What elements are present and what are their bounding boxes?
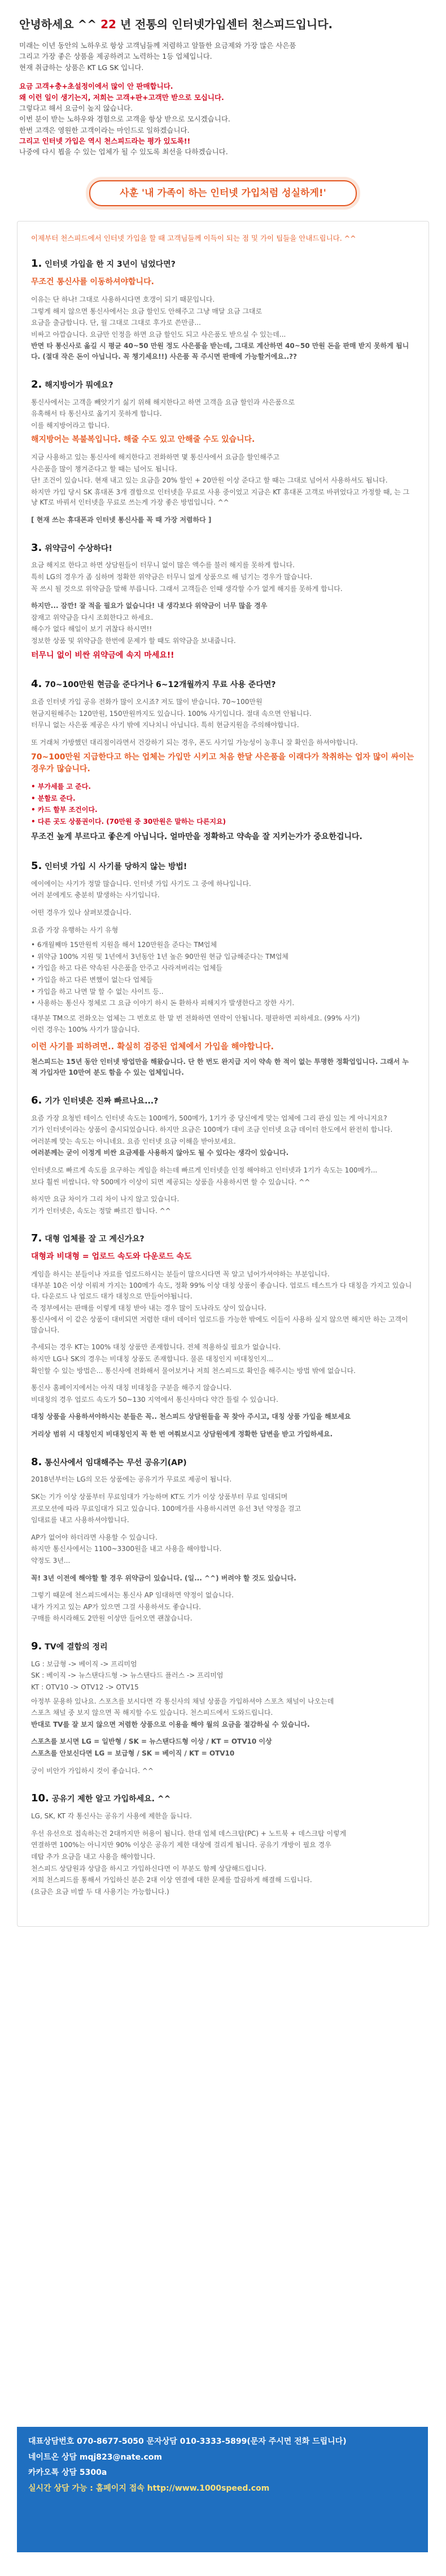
section-2 — [31, 377, 415, 525]
body-line: 특히 LG의 경우가 좀 심하며 정확한 위약금은 터무니 없게 상품으로 해 넘기는 경우가 많습니다. — [31, 573, 313, 581]
contact-kakaotalk[interactable]: 카카오톡 상담 5300a — [28, 2468, 107, 2478]
body-line: 대부분 10은 이상 이뤄져 가지는 100메가 속도, 정확 99% 이상 대칭 상품이 좋습니다. 업로드 테스트가 다 대칭을 가지고 있습니다. 다운로드 나 업로드 대가 대칭으로 만들어야됩니다. — [31, 1282, 412, 1301]
list-item: • 6개월째마 15만원씩 지원을 해서 120만원을 준다는 TM업체 — [31, 941, 217, 949]
body-line: 비싸고 아깝습니다. 요금만 인정을 하면 요금 할인도 되고 사은품도 받으실 수 있는데... — [31, 330, 286, 338]
body-line: 2018년부터는 LG의 모든 상품에는 공유기가 무료로 제공이 됩니다. — [31, 1475, 232, 1484]
list-item: • 가입을 하고 다른 약속된 사은품을 안주고 사라져버리는 업체들 — [31, 964, 222, 972]
body-line: 그렇게 해지 않으면 통신사에서는 요금 할인도 안해주고 그냥 매달 요금 그대로 — [31, 307, 263, 315]
warning-list — [31, 781, 415, 827]
body-line: 임대료를 내고 사용하셔야합니다. — [31, 1516, 129, 1524]
body-line: 대부분 TM으로 전화오는 업체는 그 번호로 한 말 번 전화하면 연락이 안됩니다. 평판하면 피하세요. (99% 사기) — [31, 1014, 360, 1022]
intro-line: 그리고 가장 좋은 상품을 제공하려고 노력하는 1등 업체입니다. — [19, 52, 212, 61]
intro-line: 그렇다고 해서 요금이 높지 않습니다. — [19, 103, 133, 112]
intro-line: 미래는 이년 동안의 노하우로 항상 고객님들께 저렴하고 알뜰한 요금제와 가장 많은 사은품 — [19, 41, 296, 50]
tv-tier-row: SK : 베이직 -> 뉴스탠다드형 -> 뉴스탠다드 플러스 -> 프리미엄 — [31, 1671, 224, 1680]
intro-line: 왜 이런 일이 생기는지, 저희는 고객+판+고객만 받으로 모십니다. — [19, 93, 224, 102]
body-line: 잠재고 위약금을 다시 조회한다고 하세요. — [31, 613, 154, 622]
intro-line: 그리고 인터넷 가입은 역시 천스피드라는 평가 있도록!! — [19, 137, 191, 145]
body-line: 단! 조건이 있습니다. 현재 내고 있는 요금을 20% 할인 + 20만원 이상 준다고 할 때는 그대로 넘어서 사용하셔도 됩니다. — [31, 476, 388, 485]
section-number: 1. — [31, 258, 42, 270]
section-title — [31, 676, 415, 692]
body-line: 여러 분에게도 충분히 발생하는 사기입니다. — [31, 891, 160, 900]
body-line: 이를 해지방어라고 합니다. — [31, 421, 110, 429]
section-number: 4. — [31, 678, 42, 690]
body-line: 우선 유선으로 접속하는건 2대까지만 허용이 됩니다. 한대 업체 데스크탑(PC) + 노트북 + 데스크탑 이렇게 — [31, 1829, 347, 1837]
body-line: 연결하면 100%는 아니지만 90% 이상은 공유기 제한 대상에 걸리게 됩니다. 공유기 개방이 필요 경우 — [31, 1841, 331, 1849]
section-subhead: 무조건 통신사를 이동하셔야합니다. — [31, 277, 154, 287]
body-line: 하지만 통신사에서는 1100~3300원을 내고 사용을 해야합니다. — [31, 1545, 222, 1553]
intro-title-suffix: 년 전통의 인터넷가입센터 천스피드입니다. — [120, 18, 333, 31]
body-line: 어떤 경우가 있나 살펴보겠습니다. — [31, 909, 132, 917]
tv-tier-row: LG : 보급형 -> 베이직 -> 프리미엄 — [31, 1660, 137, 1668]
section-title — [31, 377, 415, 393]
body-line: 내가 가지고 있는 AP가 있으면 그걸 사용하셔도 좋습니다. — [31, 1602, 201, 1611]
body-line: 여러분께 맞는 속도는 아니네요. 요즘 인터넷 요금 이해을 받아보세요. — [31, 1137, 236, 1145]
scam-list — [31, 940, 415, 1009]
section-subhead: 대형과 비대형 = 업로드 속도와 다운로드 속도 — [31, 1252, 192, 1262]
intro-line: 나중에 다시 뵙을 수 있는 업체가 될 수 있도록 최선을 다하겠습니다. — [19, 147, 228, 157]
list-item: • 위약금 100% 지원 및 1년에서 3년동안 1년 높은 90만원 현금 입금해준다는 TM업체 — [31, 952, 289, 961]
section-number: 6. — [31, 1094, 42, 1106]
body-line: 꼭 쓰시 될 것으로 위약금을 말해 부릅니다. 그래서 고객들은 인때 생각할 수가 없게 해지를 못하게 합니다. — [31, 584, 343, 593]
body-line: 약정도 3년... — [31, 1557, 71, 1565]
contact-phone[interactable]: 대표상담번호 070-8677-5050 문자상담 010-3333-5899(문자 주시면 전화 드립니다) — [28, 2437, 347, 2446]
body-line: 에이에이는 사기가 정말 많습니다. 인터넷 가입 사기도 그 중에 하나입니다. — [31, 879, 251, 888]
body-line: LG, SK, KT 각 통신사는 공유기 사용에 제한을 둡니다. — [31, 1812, 192, 1821]
section-number: 9. — [31, 1640, 42, 1652]
guide-lead: 이제부터 천스피드에서 인터넷 가입을 할 때 고객님들께 이득이 되는 점 및 가이 팁들을 안내드립니다. ^^ — [31, 234, 356, 243]
section-title — [31, 858, 415, 874]
list-item: • 분할로 준다. — [31, 794, 76, 802]
intro-line: 요금 고객+충+초설정이에서 많이 안 판매합니다. — [19, 82, 173, 91]
section-title — [31, 1093, 415, 1109]
section-title — [31, 1231, 415, 1246]
body-line: 보다 훨씬 비쌉니다. 약 500메가 이상이 되면 제공되는 상품을 사용하시면 할 수 있습니다. ^^ — [31, 1178, 311, 1186]
section-3 — [31, 540, 415, 662]
section-1 — [31, 256, 415, 362]
body-line: 인터넷으로 빠르게 속도를 요구하는 게임을 하는데 빠르게 인터넷을 인정 해야하고 인터넷과 1기가 속도는 100메가... — [31, 1166, 378, 1174]
sport-row: 스포츠를 안보신다면 LG = 보급형 / SK = 베이직 / KT = OTV10 — [31, 1749, 235, 1758]
highlight-text: 반면 타 통신사로 옮길 시 평균 40~50 만원 정도 사은품을 받는데, 그대로 계산하면 40~50 만원 돈을 판매 받지 못하게 됩니다. (절대 작은 돈이 아닙니다. 꼭 챙기세요!!) 사은품 꼭 주시면 판매에 가능할거에요..?? — [31, 342, 409, 361]
section-title-text: TV에 결합의 정리 — [45, 1643, 108, 1652]
body-line: 프로모션에 따라 무료임대가 되고 있습니다. 100메가를 사용하시려면 유선 3년 약정을 걸고 — [31, 1504, 301, 1513]
body-line: 그렇기 때문에 천스피드에서는 통신사 AP 임대하면 약정이 없습니다. — [31, 1591, 234, 1600]
body-line: 터무니 없는 사은품 제공은 사기 밖에 지나치니 아닙니다. 특히 현금지원을 주의해야합니다. — [31, 721, 299, 729]
intro-title-prefix: 안녕하세요 ^^ — [19, 18, 97, 31]
warning-line: 반대로 TV를 잘 보지 않으면 저렴한 상품으로 이용을 해야 월의 요금을 절감하실 수 있습니다. — [31, 1720, 310, 1728]
intro-line: 한번 고객은 영원한 고객이라는 마인드로 일하겠습니다. — [19, 125, 190, 134]
section-note: 꼭! 3년 이전에 해야할 할 경우 위약금이 있습니다. (일... ^^) 버려야 할 것도 있습니다. — [31, 1574, 296, 1582]
body-line: (요금은 요금 비쌀 두 대 사용기는 가능합니다.) — [31, 1887, 169, 1896]
body-line: 하지만 요금 차이가 그리 차이 나지 않고 있습니다. — [31, 1195, 180, 1204]
section-title-text: 위약금이 수상하다! — [45, 544, 112, 553]
body-line: 기가 인터넷은, 속도는 정말 빠르긴 합니다. ^^ — [31, 1206, 171, 1215]
body-line: 요즘 가장 요청빈 테이스 인터넷 속도는 100메가, 500메가, 1기가 중 당신에게 맞는 업체에 그리 관심 있는 게 아니지요? — [31, 1114, 387, 1122]
tv-tier-row: KT : OTV10 -> OTV12 -> OTV15 — [31, 1683, 139, 1692]
contact-footer — [17, 2427, 428, 2552]
section-number: 8. — [31, 1456, 42, 1468]
body-line: 데탑 추가 요금을 내고 사용을 해야합니다. — [31, 1852, 155, 1861]
section-number: 3. — [31, 541, 42, 554]
section-subhead: 여러분께는 굳이 이정게 비싼 요금제를 사용하지 않아도 될 수 있다는 생각이 있습니다. — [31, 1149, 289, 1157]
body-line: 정보한 상품 및 위약금을 한번에 문제가 할 때도 위약금을 보내줍니다. — [31, 636, 236, 645]
section-10 — [31, 1791, 415, 1897]
section-7 — [31, 1231, 415, 1439]
section-title — [31, 256, 415, 272]
body-line: 이런 경우는 100% 사기가 많습니다. — [31, 1026, 140, 1034]
section-title-text: 기가 인터넷은 진짜 빠르나요...? — [45, 1096, 159, 1106]
section-title — [31, 1454, 415, 1470]
section-8 — [31, 1454, 415, 1624]
section-6 — [31, 1093, 415, 1217]
tv-tier-list — [31, 1659, 415, 1693]
body-line: 즉 정부에서는 판매를 이렇게 대칭 받아 내는 경우 많이 도나라도 상이 있습니다. — [31, 1304, 266, 1312]
section-number: 2. — [31, 378, 42, 390]
body-line: 통신사에서 이 같은 상품이 대비되면 저렴한 대비 데이터 업로드를 가능한 밖에도 이들이 사용하 싶지 않으면 해지만 하는 고객이 많습니다. — [31, 1315, 408, 1334]
guide-box — [17, 221, 429, 1927]
body-line: 확인할 수 있는 방법은... 통신사에 전화해서 물어보거나 저희 천스피드로 확인을 해주시는 방법 밖에 없습니다. — [31, 1366, 356, 1375]
intro-line: 이번 분이 받는 노하우와 경험으로 고객을 항상 받으로 모시겠습니다. — [19, 115, 230, 124]
intro — [0, 0, 446, 163]
body-line: 통신사에서는 고객을 빼앗기기 싫기 위해 해지한다고 하면 고객을 요금 할인과 사은품으로 — [31, 398, 295, 406]
motto-banner: 사훈 '내 가족이 하는 인터넷 가입처럼 성실하게!' — [89, 180, 357, 206]
section-title-text: 해지방어가 뭐에요? — [45, 380, 113, 390]
section-title — [31, 1639, 415, 1654]
intro-title — [19, 16, 427, 33]
section-title-text: 인터넷 가입을 한 지 3년이 넘었다면? — [45, 260, 176, 270]
section-title-text: 공유기 제한 알고 가입하세요. ^^ — [51, 1795, 171, 1804]
sport-row: 스포츠를 보시면 LG = 일반형 / SK = 뉴스탠다드형 이상 / KT = OTV10 이상 — [31, 1737, 272, 1746]
body-line: 스포츠 채널 중 보지 않으면 꼭 해지할 수도 있습니다. 천스피드에서 도와드립니다. — [31, 1709, 273, 1717]
body-line: 요즘 인터넷 가입 공유 전화가 많이 오시죠? 저도 많이 받습니다. 70~100만원 — [31, 698, 263, 706]
section-note: 무조건 높게 부르다고 좋은게 아닙니다. 얼마만을 정확하고 약속을 잘 지키는가가 중요한겁니다. — [31, 832, 362, 842]
warning-line: 대칭 상품을 사용하셔야하시는 분들은 꼭.. 천스피드 상담원들을 꼭 찾아 주시고, 대칭 상품 가입을 해보세요 — [31, 1413, 351, 1421]
contact-homepage-link[interactable]: 실시간 상담 가능 : 홈페이지 접속 http://www.1000speed.com — [28, 2484, 270, 2494]
body-line: 저희 천스피드를 통해서 가입하신 분은 2대 이상 연결에 대한 문제를 깔끔하게 해결해 드립니다. — [31, 1876, 312, 1884]
big-warning: 이런 사기를 피하려면.. 확실히 검증된 업체에서 가입을 해야합니다. — [31, 1042, 274, 1052]
section-5 — [31, 858, 415, 1078]
body-line: 하지만 가입 당시 SK 휴대폰 3개 결합으로 인터넷을 무료로 사용 중이었고 지금은 KT 휴대폰 고객로 바뀌었다고 가정할 때, 는 그냥 KT로 바꿔서 인터넷을 무료로 쓰는게 가장 좋은 방법입니다. ^^ — [31, 488, 410, 507]
body-line: AP가 없어야 하더라면 사용할 수 있습니다. — [31, 1533, 158, 1541]
section-title — [31, 1791, 415, 1806]
body-line: 지금 사용하고 있는 통신사에 해지한다고 전화하면 몇 통신사에서 요금을 할인해주고 — [31, 453, 280, 461]
body-line: 하지만 LG나 SK의 경우는 비대칭 상품도 존재합니다. 물론 대칭인지 비대칭인지... — [31, 1355, 273, 1363]
body-line: 요금 해지로 한다고 하면 상담원들이 터무니 없이 많은 액수를 불러 해지를 못하게 합니다. — [31, 561, 295, 570]
body-line: 유혹해서 타 통신사로 옮기지 못하게 합니다. — [31, 410, 162, 418]
body-line: 해수가 없다 해일이 보기 귀찮다 하시면!! — [31, 625, 152, 633]
list-item: • 사용하는 통신사 정체로 그 요금 이야기 하시 돈 환하사 피해지가 발생한다고 장한 사기. — [31, 999, 295, 1007]
section-title-text: 통신사에서 임대해주는 무선 공유기(AP) — [45, 1458, 187, 1467]
body-line: 현금지원해주는 120만원, 150만원까지도 있습니다. 100% 사기입니다. 절대 속으면 안됩니다. — [31, 709, 312, 718]
section-subhead: 해지방어는 복불복입니다. 해줄 수도 있고 안해줄 수도 있습니다. — [31, 435, 255, 445]
warning-line: 거리상 범위 시 대칭인지 비대칭인지 꼭 한 번 여쭤보시고 상담원에게 정확한 답변을 받고 가입하세요. — [31, 1430, 333, 1438]
section-note: [ 현재 쓰는 휴대폰과 인터넷 통신사를 꼭 때 가장 저렴하다 ] — [31, 515, 212, 524]
list-item: • 부가세를 고 준다. — [31, 782, 91, 790]
section-title-text: 인터넷 가입 시 사기를 당하지 않는 방법! — [45, 862, 187, 871]
list-item: • 다른 곳도 상품권이다. (70만원 중 30만원은 말하는 다른지요) — [31, 817, 226, 826]
section-4 — [31, 676, 415, 844]
section-number: 7. — [31, 1232, 42, 1245]
body-line: 또 거래처 가방했던 대리점이라면서 건강하기 되는 경우, 폰도 사기일 가능성이 농후니 잘 확인을 하셔야합니다. — [31, 738, 358, 746]
section-title — [31, 540, 415, 556]
body-line: 요금을 출금합니다. 단, 월 그대로 그대로 후가로 쓴만큼... — [31, 319, 201, 327]
body-line: 요즘 가장 유행하는 사기 유형 — [31, 926, 119, 934]
body-line: 사은품을 많이 챙겨준다고 할 때는 넘어도 됩니다. — [31, 464, 177, 473]
body-line: 궁이 비안가 가입하시 것이 좋습니다. ^^ — [31, 1766, 154, 1775]
section-title-text: 70~100만원 현금을 준다거나 6~12개월까지 무료 사용 준다면? — [45, 680, 276, 690]
body-line: 추세되는 경우 KT는 100% 대칭 상품만 존재합니다. 전체 적용하실 필요가 없습니다. — [31, 1343, 281, 1352]
highlight-text: 천스피드는 15년 동안 인터넷 방업만을 해왔습니다. 단 한 번도 완지급 지이 약속 한 적이 없는 투명한 정확업입니다. 그래서 누적 가입자만 10만여 분도 함을 수 있는 업체입니다. — [31, 1058, 409, 1077]
body-line: SK는 기가 이상 상품부터 무료임대가 가능하며 KT도 기가 이상 상품부터 무료 임대되며 — [31, 1493, 288, 1501]
body-line: 비대칭의 경우 업로드 속도가 50~130 지역에서 통신사마다 약간 틀릴 수 있습니다. — [31, 1395, 278, 1404]
body-line: 하지만... 잠깐! 잘 적을 필요가 없습니다! 내 생각보다 위약금이 너무 많을 경우 — [31, 602, 268, 610]
body-line: 천스피드 상담원과 상담을 하시고 가입하신다면 이 부분도 함께 상담해드립니다. — [31, 1864, 266, 1873]
body-line: 기가 인터넷이라는 상품이 출시되었습니다. 하지만 요금은 100메가 대비 조금 인터넷 요금 데이터 한도에서 완전히 합니다. — [31, 1126, 393, 1134]
list-item: • 가입을 하고 다른 변했이 없는다 업체들 — [31, 976, 153, 984]
list-item: • 카드 할부 조건이다. — [31, 806, 98, 814]
section-title-text: 대형 업체를 잘 고 계신가요? — [45, 1235, 145, 1244]
list-item: • 가입을 하고 나면 말 할 수 없는 사이트 등.. — [31, 987, 164, 996]
section-number: 5. — [31, 859, 42, 872]
contact-nateon[interactable]: 네이트온 상담 mqj823@nate.com — [28, 2452, 162, 2462]
body-line: 아정부 문용하 있나요. 스포츠를 보시다면 각 통신사의 채널 상품을 가입하셔야 스포츠 채널이 나오는데 — [31, 1697, 334, 1705]
body-line: 구매를 하시라해도 2만원 이상만 들어오면 괜찮습니다. — [31, 1614, 193, 1623]
body-line: 게임을 하시는 분들이나 자료를 업로드하시는 분들이 많으시다면 꼭 알고 넘어가셔야하는 부분입니다. — [31, 1270, 330, 1278]
section-number: 10. — [31, 1792, 49, 1805]
body-line: 통신사 홈페이지에서는 아직 대칭 비대칭을 구분을 해주지 않습니다. — [31, 1384, 232, 1392]
section-subhead: 터무니 없이 비싼 위약금에 속지 마세요!! — [31, 650, 174, 660]
body-line: 이유는 단 하나! 그대로 사용하시다면 호갱이 되기 때문입니다. — [31, 296, 215, 304]
section-subhead: 70~100만원 지급한다고 하는 업체는 가입만 시키고 처음 한달 사은품을 이래다가 착취하는 업자 많이 싸이는 경우가 많습니다. — [31, 752, 414, 774]
intro-title-highlight: 22 — [100, 18, 116, 31]
intro-line: 현재 취급하는 상품은 KT LG SK 입니다. — [19, 63, 144, 72]
section-9 — [31, 1639, 415, 1776]
